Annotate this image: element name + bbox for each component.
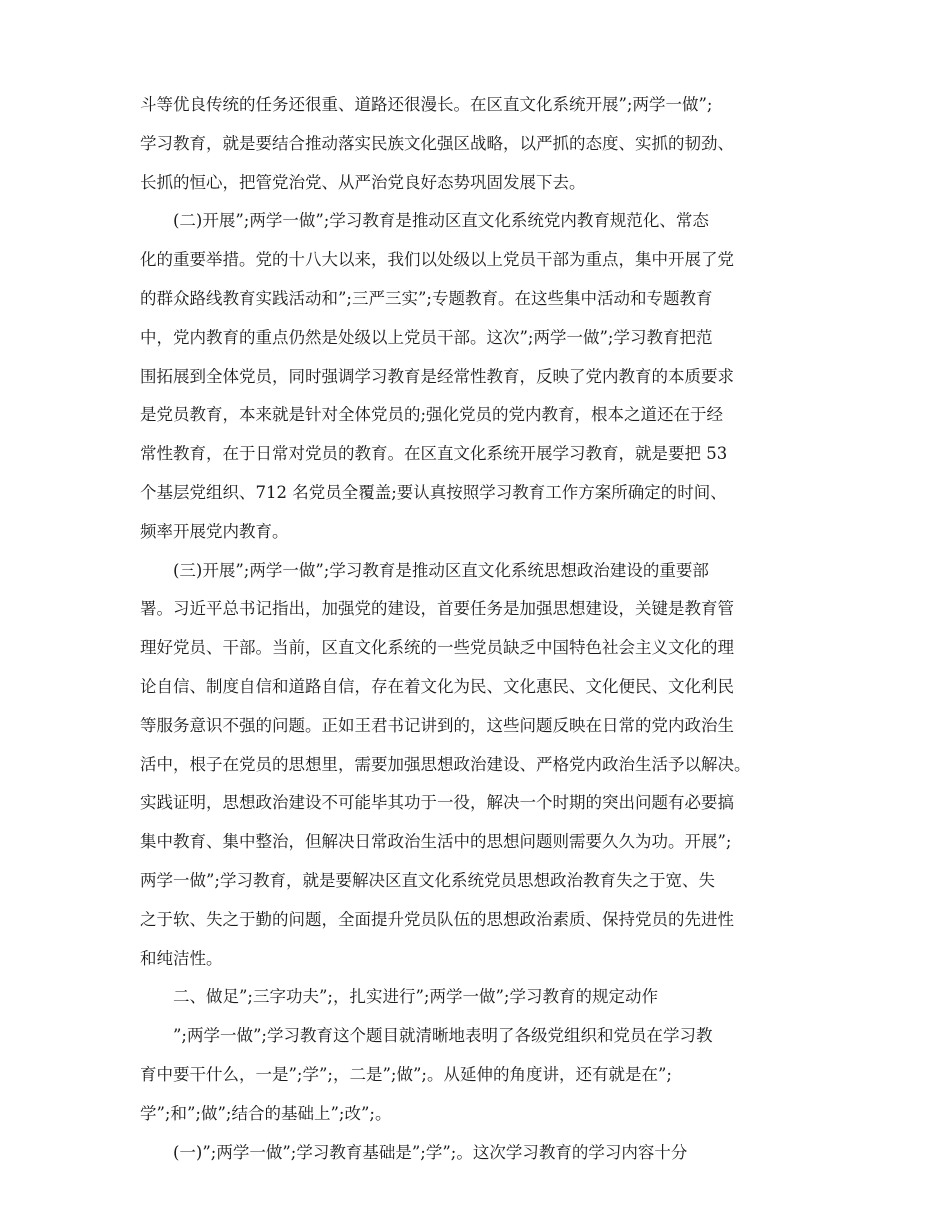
- text-line: 围拓展到全体党员，同时强调学习教育是经常性教育，反映了党内教育的本质要求: [140, 366, 734, 386]
- text-line: 频率开展党内教育。: [140, 521, 289, 541]
- text-line: 育中要干什么，一是”;学”;，二是”;做”;。从延伸的角度讲，还有就是在”;: [140, 1064, 672, 1084]
- text-line: 化的重要举措。党的十八大以来，我们以处级以上党员干部为重点，集中开展了党: [140, 250, 734, 270]
- text-line: 学”;和”;做”;结合的基础上”;改”;。: [140, 1103, 392, 1123]
- text-line: 活中，根子在党员的思想里，需要加强思想政治建设、严格党内政治生活予以解决。: [140, 754, 751, 774]
- text-line: 等服务意识不强的问题。正如王君书记讲到的，这些问题反映在日常的党内政治生: [140, 715, 734, 735]
- text-line: 之于软、失之于勤的问题，全面提升党员队伍的思想政治素质、保持党员的先进性: [140, 909, 734, 929]
- text-line: ”;两学一做”;学习教育这个题目就清晰地表明了各级党组织和党员在学习教: [173, 1026, 713, 1046]
- text-line: 斗等优良传统的任务还很重、道路还很漫长。在区直文化系统开展”;两学一做”;: [140, 95, 713, 114]
- text-line: 学习教育，就是要结合推动落实民族文化强区战略，以严抓的态度、实抓的韧劲、: [140, 133, 734, 153]
- text-line: (一)”;两学一做”;学习教育基础是”;学”;。这次学习教育的学习内容十分: [173, 1142, 688, 1162]
- text-line: 实践证明，思想政治建设不可能毕其功于一役，解决一个时期的突出问题有必要搞: [140, 793, 734, 813]
- text-line: 长抓的恒心，把管党治党、从严治党良好态势巩固发展下去。: [140, 172, 586, 192]
- text-line: (二)开展”;两学一做”;学习教育是推动区直文化系统党内教育规范化、常态: [173, 211, 709, 231]
- text-line: 集中教育、集中整治，但解决日常政治生活中的思想问题则需要久久为功。开展”;: [140, 832, 732, 852]
- text-line: 论自信、制度自信和道路自信，存在着文化为民、文化惠民、文化便民、文化利民: [140, 676, 734, 696]
- text-line: (三)开展”;两学一做”;学习教育是推动区直文化系统思想政治建设的重要部: [173, 560, 709, 580]
- text-line: 个基层党组织、712 名党员全覆盖;要认真按照学习教育工作方案所确定的时间、: [140, 482, 727, 502]
- text-line: 两学一做”;学习教育，就是要解决区直文化系统党员思想政治教育失之于宽、失: [140, 870, 715, 890]
- text-line: 是党员教育，本来就是针对全体党员的;强化党员的党内教育，根本之道还在于经: [140, 405, 724, 425]
- text-line: 二、做足”;三字功夫”;，扎实进行”;两学一做”;学习教育的规定动作: [173, 987, 658, 1007]
- text-line: 常性教育，在于日常对党员的教育。在区直文化系统开展学习教育，就是要把 53: [140, 444, 728, 464]
- text-line: 理好党员、干部。当前，区直文化系统的一些党员缺乏中国特色社会主义文化的理: [140, 638, 734, 658]
- text-line: 和纯洁性。: [140, 948, 223, 968]
- text-line: 署。习近平总书记指出，加强党的建设，首要任务是加强思想建设，关键是教育管: [140, 599, 734, 619]
- text-line: 的群众路线教育实践活动和”;三严三实”;专题教育。在这些集中活动和专题教育: [140, 288, 713, 308]
- body-text: [140, 86, 825, 1172]
- text-line: 中，党内教育的重点仍然是处级以上党员干部。这次”;两学一做”;学习教育把范: [140, 327, 713, 347]
